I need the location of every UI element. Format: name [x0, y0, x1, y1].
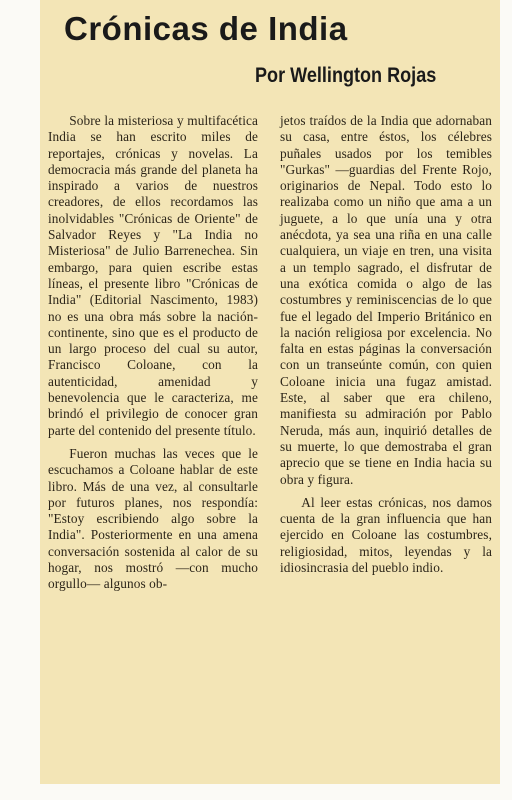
article-byline: Por Wellington Rojas: [255, 64, 437, 87]
left-column: [48, 113, 258, 593]
right-column: [280, 113, 492, 576]
paragraph: Fueron muchas las veces que le escuchamos a Coloane hablar de este libro. Más de una vez, al consultarle por futuros planes, nos respondía: "Estoy escribiendo algo sobre la India". Posteriormente en una amena conversación sostenida al calor de su hogar, nos mostró —con mucho orgullo— algunos ob-: [48, 445, 258, 592]
page-margin: [500, 0, 512, 800]
paragraph: Sobre la misteriosa y multifacética India se han escrito miles de reportajes, crónicas y novelas. La democracia más grande del planeta ha inspirado a varios de nuestros creadores, de ellos recordamos las inolvidables "Crónicas de Oriente" de Salvador Reyes y "La India no Misteriosa" de Julio Barrenechea. Sin embargo, para quien escribe estas líneas, el presente libro "Crónicas de India" (Editorial Nascimento, 1983) no es una obra más sobre la nación-continente, sino que es el producto de un largo proceso del cual su autor, Francisco Coloane, con la autenticidad, amenidad y benevolencia que le caracteriza, me brindó el privilegio de conocer gran parte del contenido del presente título.: [48, 113, 258, 438]
paragraph: Al leer estas crónicas, nos damos cuenta de la gran influencia que han ejercido en Coloane las costumbres, religiosidad, mitos, leyendas y la idiosincrasia del pueblo indio.: [280, 494, 492, 576]
paragraph: jetos traídos de la India que adornaban su casa, entre éstos, los célebres puñales usados por los temibles "Gurkas" —guardias del Frente Rojo, originarios de Nepal. Todo esto lo realizaba como un niño que ama a un juguete, a lo que unía una y otra anécdota, ya sea una riña en una calle cualquiera, un viaje en tren, una visita a un templo sagrado, el disfrutar de una exótica comida o algo de las costumbres y reminiscencias de lo que fue el legado del Imperio Británico en la nación religiosa por excelencia. No falta en estas páginas la conversación con un transeúnte común, con quien Coloane inicia una fugaz amistad. Este, al saber que era chileno, manifiesta su admiración por Pablo Neruda, más aun, inquirió detalles de su muerte, lo que demostraba el gran aprecio que se tiene en India hacia su obra y figura.: [280, 113, 492, 487]
article-title: Crónicas de India: [64, 10, 348, 47]
